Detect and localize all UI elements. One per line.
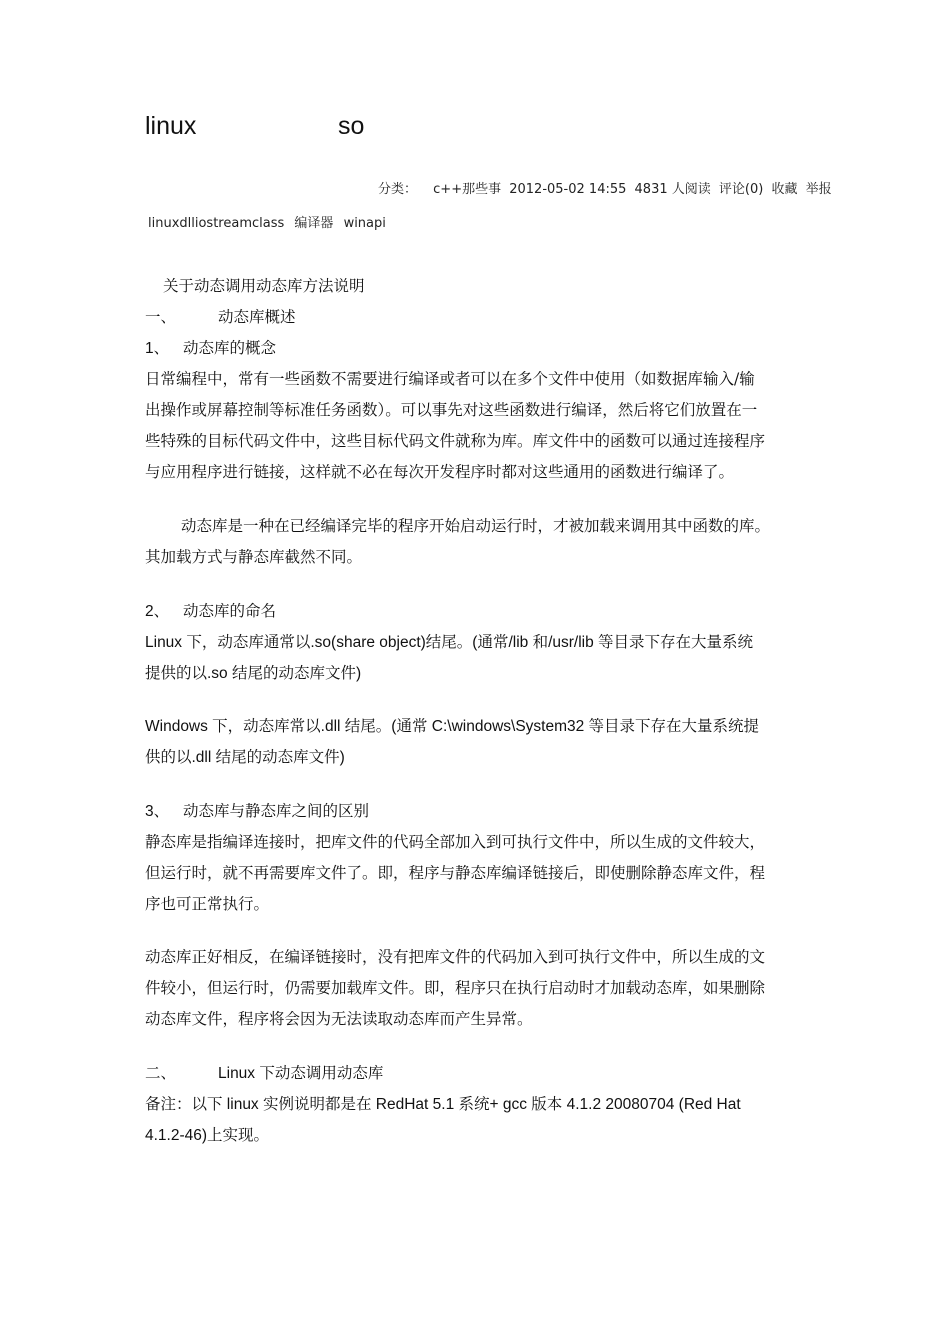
- title-part-so: so: [338, 112, 365, 140]
- section-2-heading: [145, 1058, 811, 1089]
- subsection-number: 1、: [145, 340, 170, 357]
- subsection-2-heading: [145, 596, 811, 627]
- subsection-title: 动态库的概念: [183, 339, 277, 357]
- tag-item[interactable]: winapi: [343, 216, 386, 231]
- subsection-1-heading: [145, 333, 811, 364]
- subsection-title: 动态库的命名: [183, 602, 277, 620]
- paragraph-1: 日常编程中，常有一些函数不需要进行编译或者可以在多个文件中使用（如数据库输入/输 出操作或屏幕控制等标准任务函数）。可以事先对这些函数进行编译，然后将它们放置在一 些特殊的目标代码文件中，这些目标代码文件就称为库。库文件中的函数可以通过连接程序 与应用程序进行链接，这样就不必在每次开发程序时都对这些通用的函数进行编译了。: [145, 370, 766, 481]
- post-date: 2012-05-02 14:55: [509, 182, 627, 197]
- favorite-link[interactable]: 收藏: [771, 182, 798, 197]
- title-part-linux: linux: [145, 112, 197, 140]
- category-label: 分类：: [378, 182, 418, 197]
- tag-list: [148, 212, 392, 231]
- section-number: 二、: [145, 1064, 177, 1082]
- report-link[interactable]: 举报: [805, 182, 832, 197]
- paragraph-3: Linux 下，动态库通常以.so(share object)结尾。(通常/lib 和/usr/lib 等目录下存在大量系统 提供的以.so 结尾的动态库文件): [145, 634, 754, 682]
- paragraph-7: 备注：以下 linux 实例说明都是在 RedHat 5.1 系统+ gcc 版本 4.1.2 20080704 (Red Hat 4.1.2-46)上实现。: [145, 1096, 741, 1144]
- category-link[interactable]: c++那些事: [433, 182, 502, 197]
- paragraph-6: 动态库正好相反，在编译链接时，没有把库文件的代码加入到可执行文件中，所以生成的文 件较小，但运行时，仍需要加载库文件。即，程序只在执行启动时才加载动态库，如果删除 动态库文件，程序将会因为无法读取动态库而产生异常。: [145, 948, 766, 1028]
- intro-heading: 关于动态调用动态库方法说明: [163, 277, 365, 295]
- comments-link[interactable]: 评论(0): [718, 182, 764, 197]
- subsection-number: 3、: [145, 803, 170, 820]
- section-1-heading: [145, 302, 811, 333]
- paragraph-4: Windows 下，动态库常以.dll 结尾。(通常 C:\windows\System32 等目录下存在大量系统提 供的以.dll 结尾的动态库文件): [145, 718, 760, 766]
- subsection-number: 2、: [145, 603, 170, 620]
- section-title: Linux 下动态调用动态库: [218, 1065, 384, 1082]
- subsection-3-heading: [145, 796, 811, 827]
- article-meta: [378, 178, 832, 197]
- subsection-title: 动态库与静态库之间的区别: [183, 802, 370, 820]
- paragraph-5: 静态库是指编译连接时，把库文件的代码全部加入到可执行文件中，所以生成的文件较大， 但运行时，就不再需要库文件了。即，程序与静态库编译链接后，即使删除静态库文件，程 序也可正常执行。: [145, 833, 766, 913]
- tag-item[interactable]: 编译器: [294, 216, 334, 231]
- read-count: 4831 人阅读: [634, 182, 711, 197]
- tag-item[interactable]: linuxdlliostreamclass: [148, 216, 285, 231]
- section-number: 一、: [145, 308, 177, 326]
- page-title: [145, 112, 365, 141]
- section-title: 动态库概述: [218, 308, 296, 326]
- paragraph-2: 动态库是一种在已经编译完毕的程序开始启动运行时，才被加载来调用其中函数的库。 其加载方式与静态库截然不同。: [145, 517, 771, 566]
